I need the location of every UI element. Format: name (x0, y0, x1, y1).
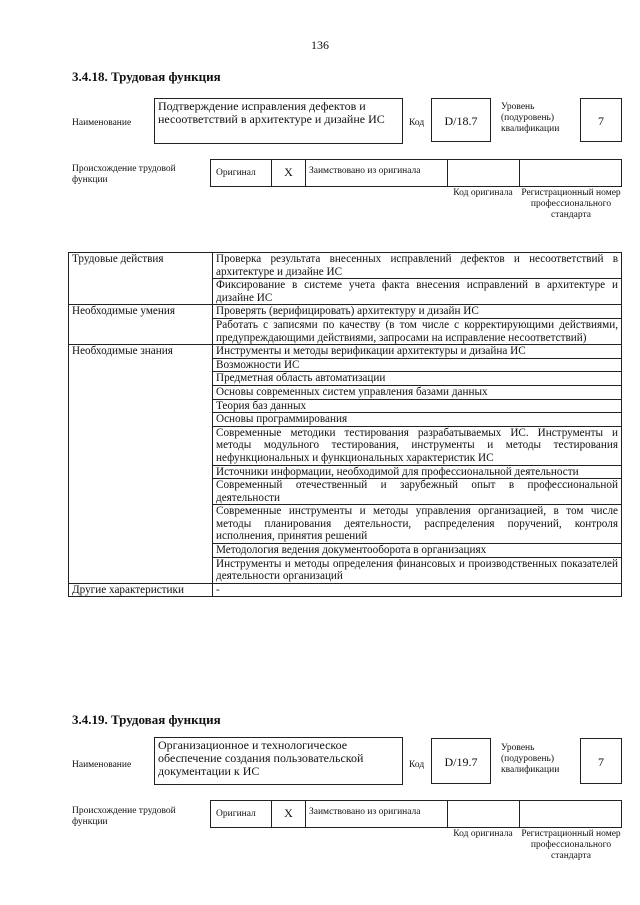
other-value: - (213, 583, 622, 597)
knowledge-item: Возможности ИС (213, 358, 622, 372)
table-row (69, 305, 622, 319)
table-row (69, 583, 622, 597)
knowledge-item: Современные инструменты и методы управления организацией, в том числе методы планирования деятельности, распределения поручений, контроля исполнения, принятия решений (213, 505, 622, 544)
table-row (69, 253, 622, 279)
knowledge-item: Основы программирования (213, 413, 622, 427)
original-label: Оригинал (216, 168, 256, 178)
original-mark: X (284, 165, 293, 179)
original-label: Оригинал (216, 809, 256, 819)
knowledge-item: Основы современных систем управления базами данных (213, 385, 622, 399)
section-title: 3.4.19. Трудовая функция (72, 712, 221, 727)
knowledge-label: Необходимые знания (69, 345, 213, 584)
original-mark: X (284, 806, 293, 820)
skill-item: Работать с записями по качеству (в том числе с корректирующими действиями, предупреждающими действиями, запросами на исправление несоответствий) (213, 318, 622, 344)
borrowed-label: Заимствовано из оригинала (309, 807, 421, 817)
level-value-box: 7 (580, 738, 622, 784)
origin-label: Происхождение трудовой функции (72, 164, 176, 185)
skills-label: Необходимые умения (69, 305, 213, 345)
level-label: Уровень (подуровень) квалификации (501, 743, 560, 775)
knowledge-item: Инструменты и методы определения финансовых и производственных показателей деятельности организаций (213, 557, 622, 583)
labor-actions-label: Трудовые действия (69, 253, 213, 305)
knowledge-item: Предметная область автоматизации (213, 372, 622, 386)
code-value-box: D/19.7 (431, 738, 491, 784)
origin-row (210, 800, 622, 828)
code-label: Код (409, 760, 425, 770)
knowledge-item: Современный отечественный и зарубежный опыт в профессиональной деятельности (213, 479, 622, 505)
knowledge-item: Источники информации, необходимой для профессиональной деятельности (213, 465, 622, 479)
level-label: Уровень (подуровень) квалификации (501, 102, 560, 134)
knowledge-item: Инструменты и методы верификации архитектуры и дизайна ИС (213, 345, 622, 359)
section-title: 3.4.18. Трудовая функция (72, 69, 221, 84)
other-label: Другие характеристики (69, 583, 213, 597)
labor-action-item: Фиксирование в системе учета факта внесения исправлений в архитектуре и дизайне ИС (213, 279, 622, 305)
level-value-box: 7 (580, 98, 622, 142)
reg-number-label: Регистрационный номер профессионального стандарта (521, 829, 621, 861)
code-value-box: D/18.7 (431, 98, 491, 142)
knowledge-item: Методология ведения документооборота в организациях (213, 544, 622, 558)
origin-row (210, 159, 622, 187)
page-number: 136 (311, 38, 329, 52)
orig-code-label: Код оригинала (453, 829, 513, 839)
code-label: Код (409, 118, 425, 128)
reg-number-label: Регистрационный номер профессионального стандарта (521, 188, 621, 220)
labor-action-item: Проверка результата внесенных исправлений дефектов и несоответствий в архитектуре и дизайне ИС (213, 253, 622, 279)
knowledge-item: Современные методики тестирования разрабатываемых ИС. Инструменты и методы модульного тестирования, инструменты и методы тестирования нефункциональных и функциональных характеристик ИС (213, 426, 622, 465)
origin-label: Происхождение трудовой функции (72, 806, 176, 827)
borrowed-label: Заимствовано из оригинала (309, 166, 421, 176)
name-value-box: Подтверждение исправления дефектов и несоответствий в архитектуре и дизайне ИС (154, 98, 403, 144)
knowledge-item: Теория баз данных (213, 399, 622, 413)
labor-function-table (68, 252, 622, 597)
skill-item: Проверять (верифицировать) архитектуру и дизайн ИС (213, 305, 622, 319)
name-label: Наименование (72, 760, 132, 770)
name-value-box: Организационное и технологическое обеспечение создания пользовательской документации к ИС (154, 737, 403, 785)
table-row (69, 345, 622, 359)
name-label: Наименование (72, 118, 132, 128)
orig-code-label: Код оригинала (453, 188, 513, 198)
